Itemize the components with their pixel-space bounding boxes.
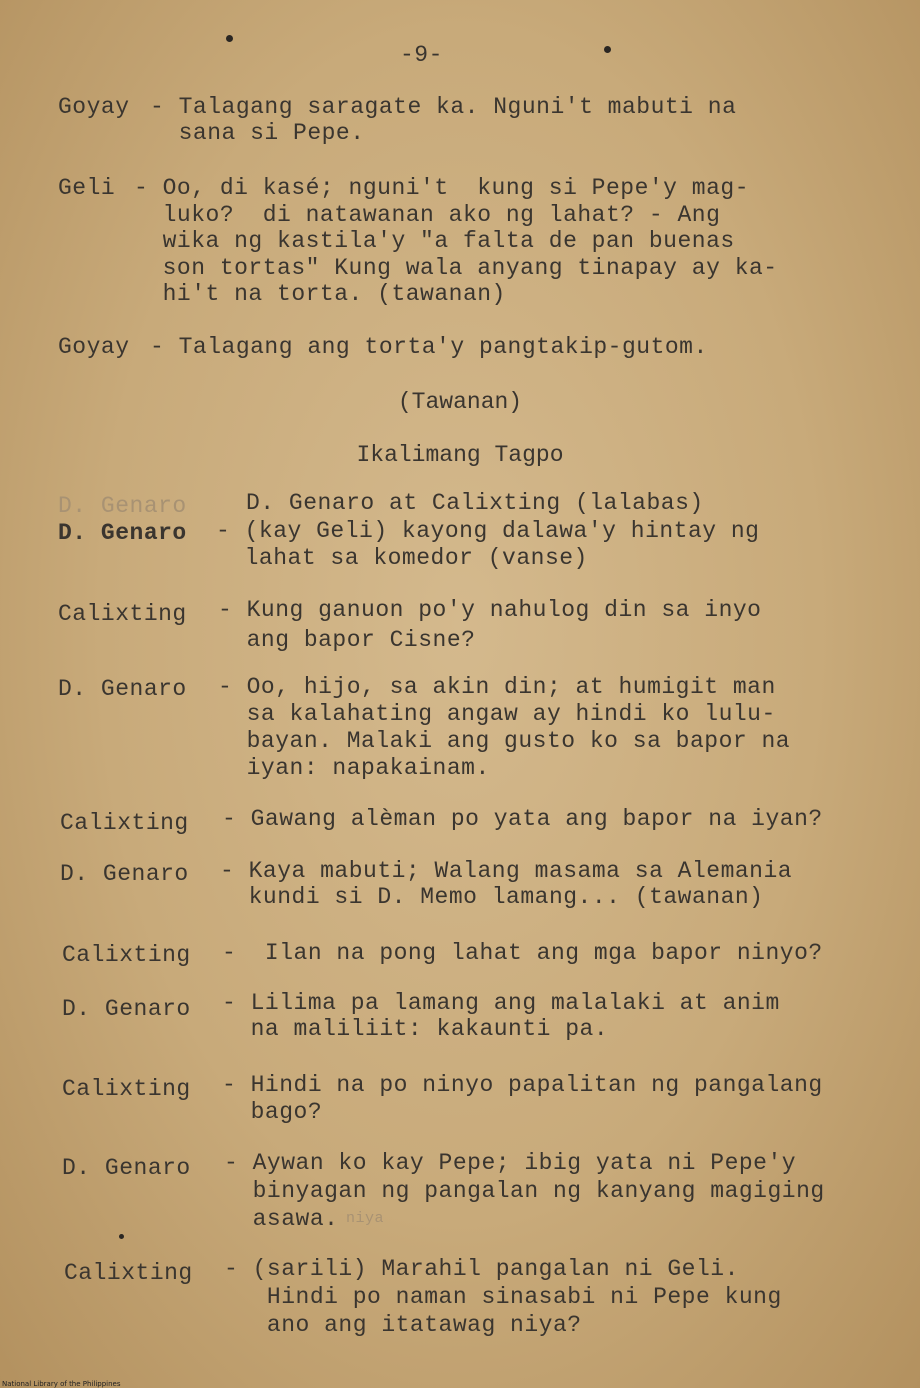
speaker-name: D. Genaro — [60, 861, 189, 887]
speaker-name: D. Genaro — [58, 520, 187, 546]
scene-heading: Ikalimang Tagpo — [356, 442, 564, 468]
struck-word: niya — [346, 1210, 385, 1227]
dialogue-line: - Kung ganuon po'y nahulog din sa inyo — [218, 597, 762, 623]
dialogue-line: kundi si D. Memo lamang... (tawanan) — [220, 884, 764, 910]
dialogue-line: - Lilima pa lamang ang malalaki at anim — [222, 990, 780, 1016]
dialogue-line: son tortas" Kung wala anyang tinapay ay ka- — [134, 255, 778, 281]
dialogue-line: binyagan ng pangalan ng kanyang magiging — [224, 1178, 825, 1204]
dialogue-line: - Talagang ang torta'y pangtakip-gutom. — [150, 334, 708, 360]
dialogue-line: asawa. — [224, 1206, 339, 1232]
dialogue-line: Hindi po naman sinasabi ni Pepe kung — [224, 1284, 782, 1310]
dialogue-line: hi't na torta. (tawanan) — [134, 281, 506, 307]
speaker-name: D. Genaro — [62, 1155, 191, 1181]
dialogue-line: - Gawang alèman po yata ang bapor na iyan? — [222, 806, 823, 832]
dialogue-line: luko? di natawanan ako ng lahat? - Ang — [134, 202, 721, 228]
speaker-name: D. Genaro — [62, 996, 191, 1022]
dialogue-line: - Aywan ko kay Pepe; ibig yata ni Pepe'y — [224, 1150, 797, 1176]
speaker-name: D. Genaro — [58, 676, 187, 702]
dialogue-line: na maliliit: kakaunti pa. — [222, 1016, 609, 1042]
stage-direction: (Tawanan) — [397, 389, 523, 415]
dialogue-line: - Kaya mabuti; Walang masama sa Alemania — [220, 858, 793, 884]
dialogue-line: - (sarili) Marahil pangalan ni Geli. — [224, 1256, 739, 1282]
dialogue-line: - Talagang saragate ka. Nguni't mabuti na — [150, 94, 737, 120]
speaker-name: Goyay — [58, 94, 130, 120]
dialogue-line: lahat sa komedor (vanse) — [216, 545, 588, 571]
dialogue-line: bago? — [222, 1099, 323, 1125]
dialogue-line: ang bapor Cisne? — [218, 627, 476, 653]
speaker-name: Geli — [58, 175, 116, 201]
speaker-name: Goyay — [58, 334, 130, 360]
dialogue-line: - (kay Geli) kayong dalawa'y hintay ng — [216, 518, 760, 544]
speaker-name: Calixting — [62, 942, 191, 968]
speaker-name: Calixting — [64, 1260, 193, 1286]
dialogue-line: bayan. Malaki ang gusto ko sa bapor na — [218, 728, 791, 754]
dialogue-line: ano ang itatawag niya? — [224, 1312, 582, 1338]
dialogue-line: - Oo, hijo, sa akin din; at humigit man — [218, 674, 776, 700]
speaker-name: Calixting — [58, 601, 187, 627]
ink-dot — [119, 1234, 124, 1239]
dialogue-line: wika ng kastila'y "a falta de pan buenas — [134, 228, 735, 254]
dialogue-line: - Ilan na pong lahat ang mga bapor ninyo? — [222, 940, 823, 966]
page-number: -9- — [400, 42, 443, 68]
speaker-name: Calixting — [62, 1076, 191, 1102]
scene-characters: D. Genaro at Calixting (lalabas) — [246, 490, 704, 516]
dialogue-line: - Oo, di kasé; nguni't kung si Pepe'y mag- — [134, 175, 749, 201]
ink-dot — [604, 46, 611, 53]
struck-speaker-name: D. Genaro — [58, 493, 187, 519]
dialogue-line: iyan: napakainam. — [218, 755, 490, 781]
speaker-name: Calixting — [60, 810, 189, 836]
ink-dot — [226, 35, 233, 42]
dialogue-line: - Hindi na po ninyo papalitan ng pangalang — [222, 1072, 823, 1098]
dialogue-line: sana si Pepe. — [150, 120, 365, 146]
footer-credit: National Library of the Philippines — [2, 1380, 121, 1388]
dialogue-line: sa kalahating angaw ay hindi ko lulu- — [218, 701, 776, 727]
